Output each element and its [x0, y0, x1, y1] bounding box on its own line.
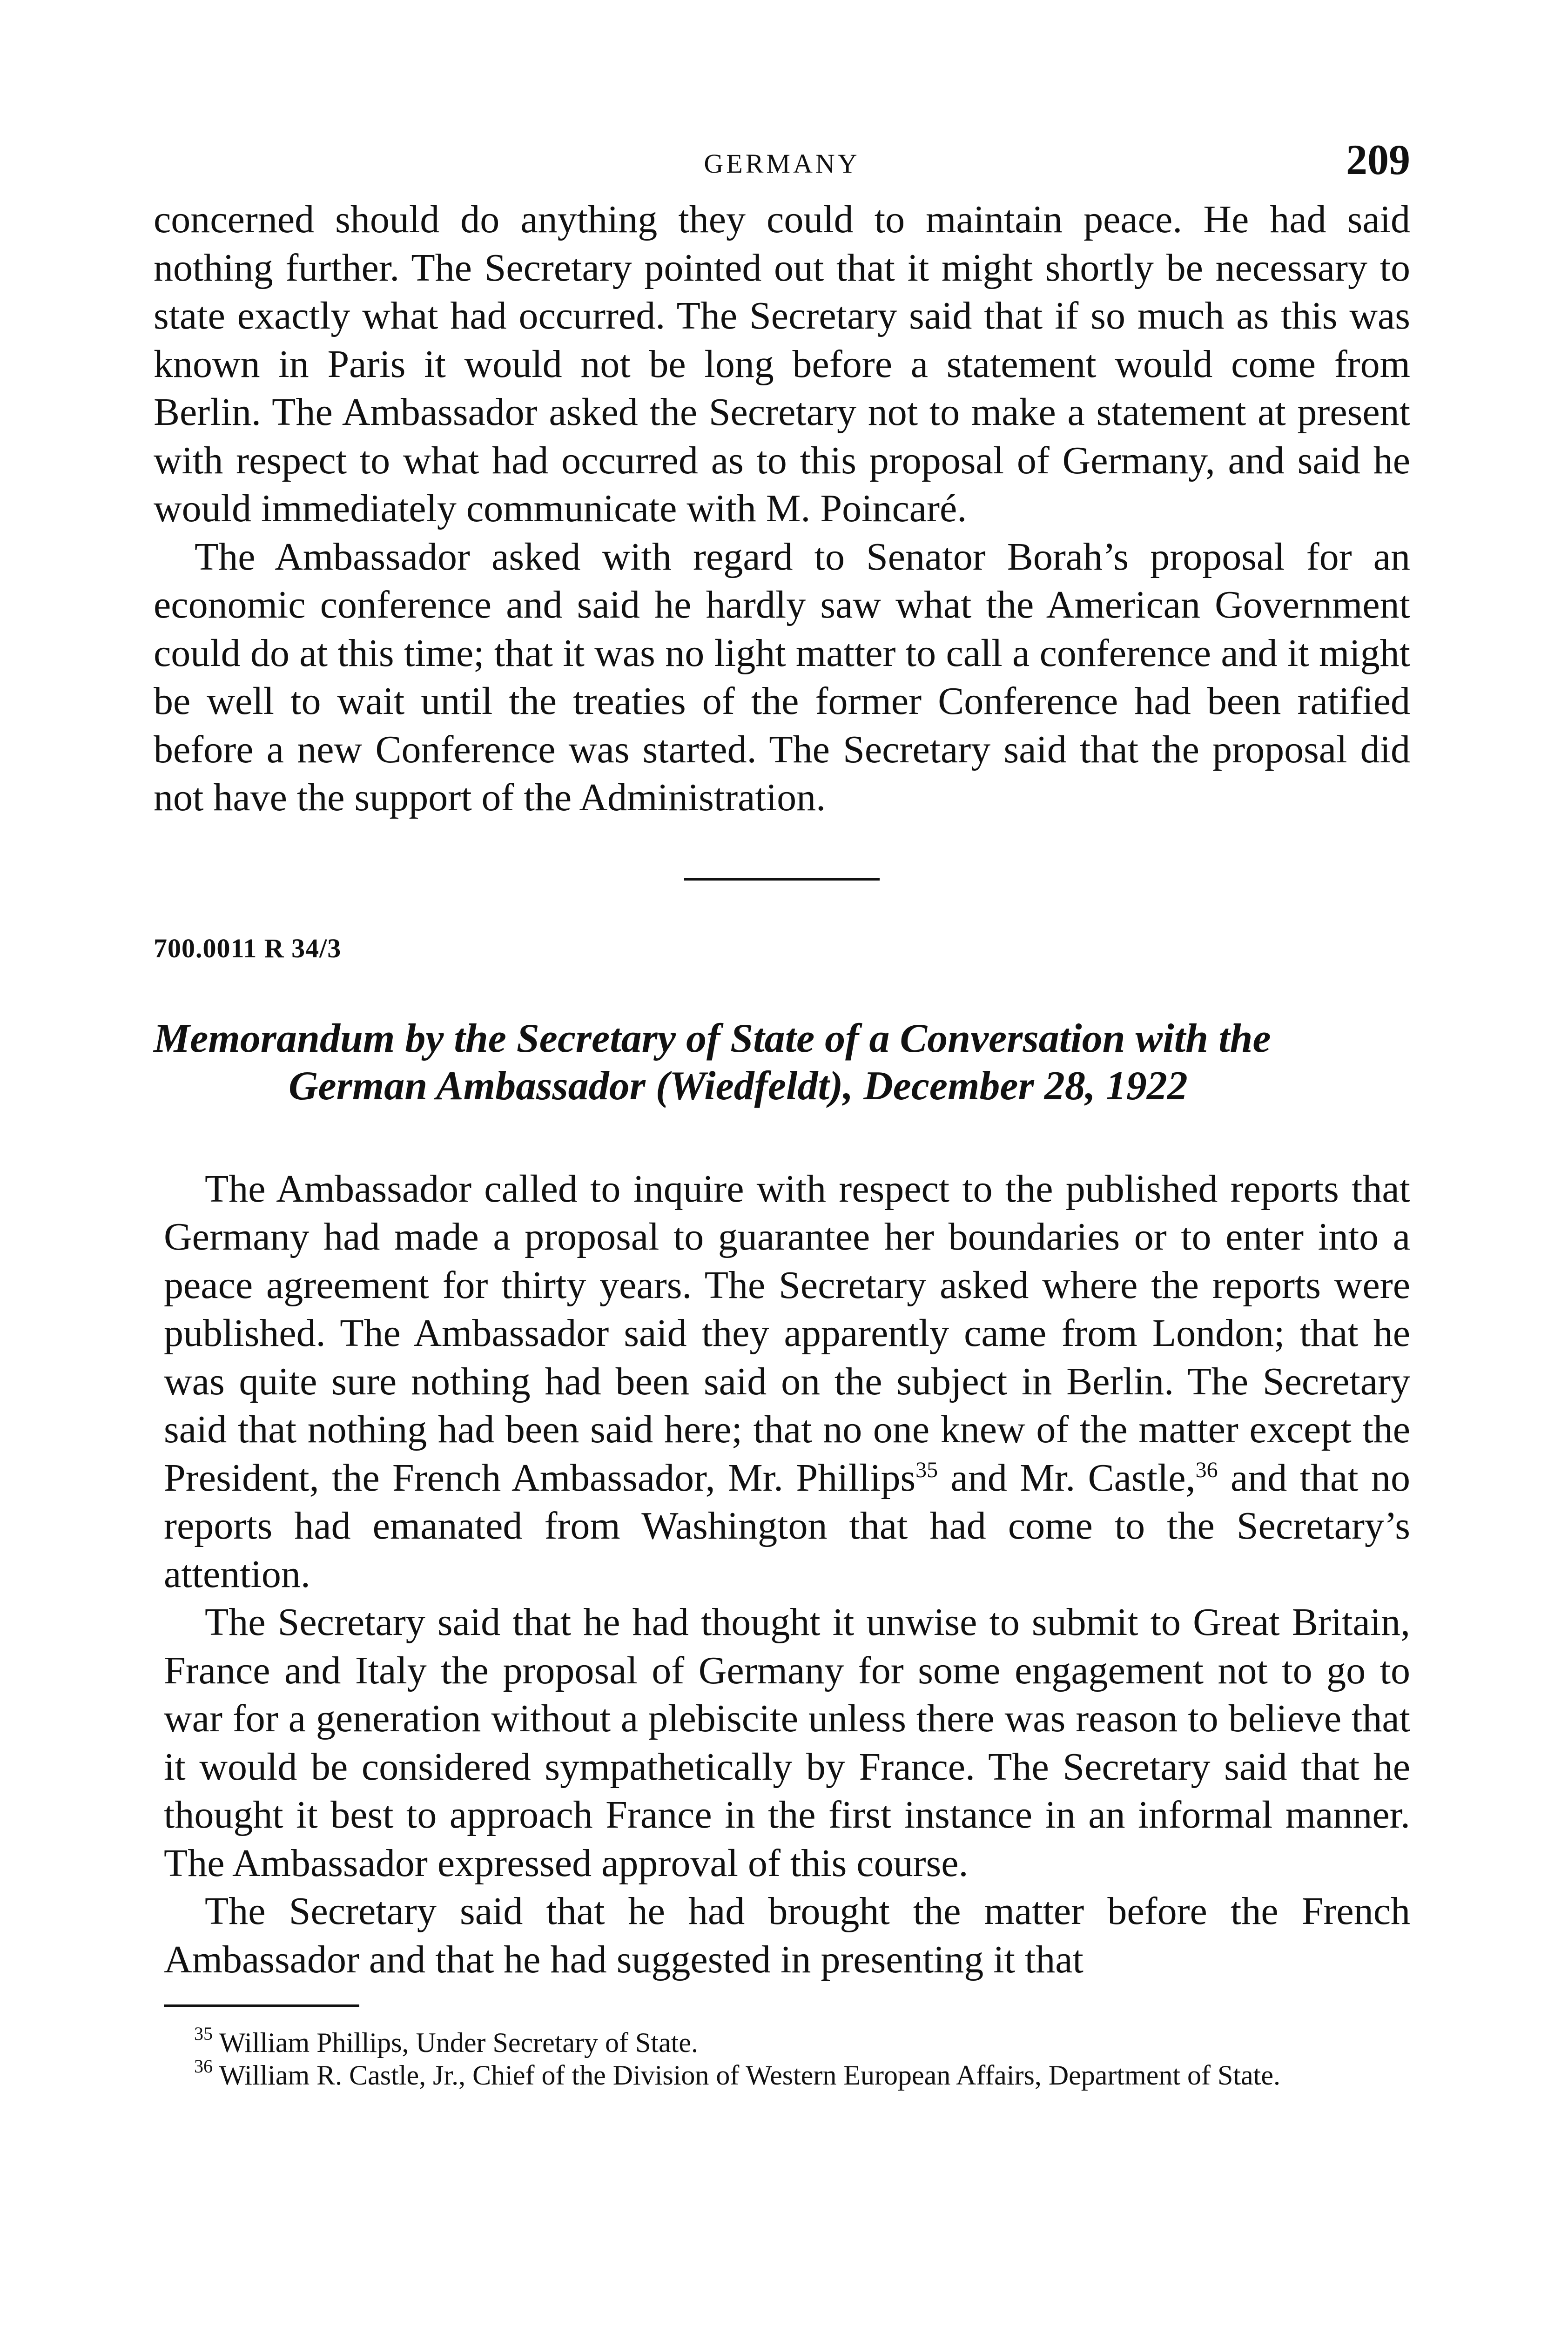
- memorandum-title: [154, 1015, 1410, 1110]
- title-line-1: Memorandum by the Secretary of State of a Conversation with the: [154, 1016, 1271, 1061]
- section-divider: [684, 878, 880, 881]
- footnote-ref-36[interactable]: 36: [1195, 1457, 1218, 1482]
- paragraph: The Ambassador asked with regard to Senator Borah’s proposal for an economic conference and said he hardly saw what the American Government could do at this time; that it was no light matter to call a conference and it might be well to wait until the treaties of the former Conference had been ratified before a new Conference was started. The Secretary said that the proposal did not have the support of the Administration.: [154, 535, 1410, 819]
- continued-text: [154, 195, 1410, 822]
- footnote-mark: 36: [194, 2056, 213, 2077]
- footnotes: [154, 2023, 1410, 2092]
- paragraph-text: and that no reports had emanated from Washington that had come to the Secretary’s attention.: [164, 1456, 1410, 1596]
- footnote-36: [164, 2056, 1410, 2092]
- footnote-text: William Phillips, Under Secretary of State.: [219, 2027, 698, 2058]
- footnote-text: William R. Castle, Jr., Chief of the Division of Western European Affairs, Department of State.: [219, 2060, 1280, 2091]
- footnote-mark: 35: [194, 2023, 213, 2044]
- file-number: 700.0011 R 34/3: [154, 933, 342, 963]
- running-title: GERMANY: [704, 148, 860, 179]
- memorandum-body: [154, 1165, 1410, 1984]
- footnote-ref-35[interactable]: 35: [915, 1457, 938, 1482]
- paragraph: The Secretary said that he had thought it unwise to submit to Great Britain, France and Italy the proposal of Germany for some engagement not to go to war for a generation without a plebiscite unless there was reason to believe that it would be considered sympathetically by France. The Secretary said that he thought it best to approach France in the first instance in an informal manner. The Ambassador expressed approval of this course.: [164, 1601, 1410, 1885]
- running-header: [154, 135, 1410, 195]
- paragraph-text: The Ambassador called to inquire with respect to the published reports that Germany had made a proposal to guarantee her boundaries or to enter into a peace agreement for thirty years. The Secretary asked where the reports were published. The Ambassador said they apparently came from London; that he was quite sure nothing had been said on the subject in Berlin. The Secretary said that nothing had been said here; that no one knew of the matter except the President, the French Ambassador, Mr. Phillips: [164, 1167, 1410, 1500]
- paragraph-text: and Mr. Castle,: [938, 1456, 1196, 1500]
- document-page: [154, 135, 1410, 2092]
- paragraph: The Secretary said that he had brought the matter before the French Ambassador and that he had suggested in presenting it that: [164, 1890, 1410, 1981]
- title-line-2: German Ambassador (Wiedfeldt), December 28, 1922: [289, 1063, 1188, 1109]
- paragraph: concerned should do anything they could to maintain peace. He had said nothing further. The Secretary pointed out that it might shortly be necessary to state exactly what had occurred. The Secretary said that if so much as this was known in Paris it would not be long before a statement would come from Berlin. The Ambassador asked the Secretary not to make a statement at present with respect to what had occurred as to this proposal of Germany, and said he would immediately communicate with M. Poincaré.: [154, 198, 1410, 530]
- footnote-35: [164, 2023, 1410, 2059]
- paragraph: [164, 1165, 1410, 1599]
- footnote-divider: [164, 2004, 359, 2007]
- page-number: 209: [1346, 136, 1410, 183]
